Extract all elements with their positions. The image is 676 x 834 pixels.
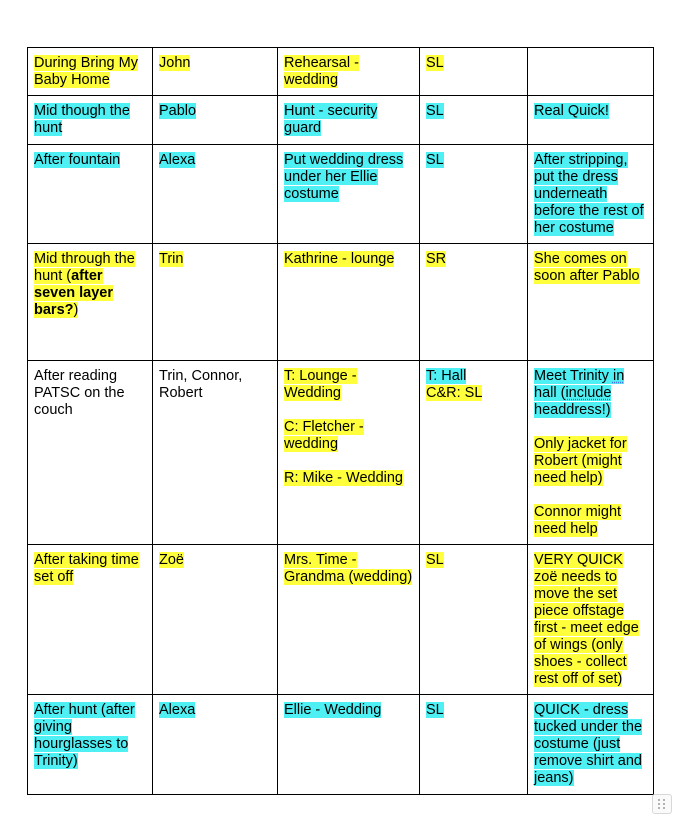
- text-run: after seven layer bars?: [34, 268, 114, 318]
- text-run: Pablo: [159, 103, 197, 119]
- cell-paragraph: [426, 152, 521, 169]
- text-run: Rehearsal - wedding: [284, 55, 359, 88]
- text-run: Alexa: [159, 152, 196, 168]
- table-row: [28, 545, 654, 695]
- cell-paragraph: [426, 251, 521, 268]
- cell-timing[interactable]: [28, 695, 153, 795]
- cell-paragraph: [284, 103, 413, 137]
- cell-paragraph: [284, 702, 413, 719]
- text-run: SL: [426, 152, 444, 168]
- text-run: VERY QUICK zoë needs to move the set piece offstage first - meet edge of wings (only shoes - collect rest off of set): [534, 552, 639, 687]
- text-run: After fountain: [34, 152, 121, 168]
- text-run: SL: [426, 55, 444, 71]
- cell-notes[interactable]: [528, 96, 654, 145]
- cell-paragraph: [284, 55, 413, 89]
- cell-paragraph: [34, 152, 146, 169]
- text-run: SL: [426, 702, 444, 718]
- table-row: [28, 695, 654, 795]
- table-row: [28, 48, 654, 96]
- cell-paragraph: [426, 368, 521, 402]
- cue-table: [27, 47, 654, 795]
- cell-notes[interactable]: [528, 145, 654, 244]
- text-run: Ellie - Wedding: [284, 702, 382, 718]
- cell-timing[interactable]: [28, 545, 153, 695]
- cell-paragraph: [159, 552, 271, 569]
- cell-location[interactable]: [420, 545, 528, 695]
- cell-location[interactable]: [420, 48, 528, 96]
- cell-costume[interactable]: [278, 545, 420, 695]
- cell-paragraph: [534, 504, 647, 538]
- cell-actor[interactable]: [153, 695, 278, 795]
- cell-notes[interactable]: [528, 361, 654, 545]
- cell-paragraph: [534, 103, 647, 120]
- cell-paragraph: [534, 152, 647, 237]
- cell-paragraph: [534, 368, 647, 419]
- cell-paragraph: [534, 702, 647, 787]
- cell-location[interactable]: [420, 244, 528, 361]
- cell-paragraph: [159, 702, 271, 719]
- text-run: Only jacket for Robert (might need help): [534, 436, 627, 486]
- text-run: C&R: SL: [426, 385, 483, 401]
- cell-paragraph: [426, 103, 521, 120]
- text-run: Real Quick!: [534, 103, 609, 119]
- text-run: Hunt - security guard: [284, 103, 378, 136]
- drag-handle-icon[interactable]: [652, 794, 672, 814]
- cell-paragraph: [284, 368, 413, 402]
- cell-timing[interactable]: [28, 96, 153, 145]
- cell-timing[interactable]: [28, 48, 153, 96]
- table-row: [28, 96, 654, 145]
- text-run: hall (: [534, 385, 566, 401]
- cell-location[interactable]: [420, 695, 528, 795]
- cell-notes[interactable]: [528, 244, 654, 361]
- cell-actor[interactable]: [153, 545, 278, 695]
- text-run: SL: [426, 552, 444, 568]
- cell-paragraph: [34, 368, 146, 419]
- text-run: R: Mike - Wedding: [284, 470, 403, 486]
- cell-paragraph: [426, 552, 521, 569]
- table-row: [28, 361, 654, 545]
- cell-timing[interactable]: [28, 361, 153, 545]
- text-run: headdress!): [534, 402, 611, 418]
- cell-actor[interactable]: [153, 48, 278, 96]
- text-run: Zoë: [159, 552, 184, 568]
- cell-paragraph: [34, 55, 146, 89]
- cell-costume[interactable]: [278, 244, 420, 361]
- cell-paragraph: [284, 152, 413, 203]
- cell-notes[interactable]: [528, 545, 654, 695]
- cell-paragraph: [159, 103, 271, 120]
- text-run: Trin: [159, 251, 184, 267]
- cell-costume[interactable]: [278, 695, 420, 795]
- text-run: During Bring My Baby Home: [34, 55, 138, 88]
- text-run: After hunt (after giving hourglasses to Trinity): [34, 702, 135, 769]
- cell-paragraph: [534, 552, 647, 688]
- table-row: [28, 244, 654, 361]
- cell-costume[interactable]: [278, 145, 420, 244]
- text-run: Mid through the hunt (: [34, 251, 135, 284]
- cell-actor[interactable]: [153, 244, 278, 361]
- table-row: [28, 145, 654, 244]
- text-run: Kathrine - lounge: [284, 251, 395, 267]
- cell-paragraph: [284, 552, 413, 586]
- cell-actor[interactable]: [153, 145, 278, 244]
- cell-costume[interactable]: [278, 96, 420, 145]
- cell-paragraph: [284, 470, 413, 487]
- text-run: Trin, Connor, Robert: [159, 368, 243, 401]
- cell-paragraph: [426, 702, 521, 719]
- cell-paragraph: [159, 251, 271, 268]
- cell-paragraph: [34, 702, 146, 770]
- cell-timing[interactable]: [28, 244, 153, 361]
- text-run: ): [73, 302, 79, 318]
- cell-location[interactable]: [420, 96, 528, 145]
- text-run: C: Fletcher - wedding: [284, 419, 364, 452]
- text-run: QUICK - dress tucked under the costume (just remove shirt and jeans): [534, 702, 643, 786]
- text-run: She comes on soon after Pablo: [534, 251, 640, 284]
- text-run: SL: [426, 103, 444, 119]
- cell-paragraph: [159, 152, 271, 169]
- text-run: John: [159, 55, 191, 71]
- cell-paragraph: [159, 55, 271, 72]
- text-run: Mid though the hunt: [34, 103, 130, 136]
- cell-paragraph: [284, 251, 413, 268]
- text-run: After reading PATSC on the couch: [34, 368, 125, 418]
- cell-paragraph: [534, 436, 647, 487]
- cell-location[interactable]: [420, 145, 528, 244]
- text-run: Put wedding dress under her Ellie costume: [284, 152, 404, 202]
- text-run: After stripping, put the dress underneath before the rest of her costume: [534, 152, 644, 236]
- table-body: [28, 48, 654, 795]
- text-run: After taking time set off: [34, 552, 139, 585]
- text-run: Meet Trinity: [534, 368, 613, 384]
- cell-paragraph: [159, 368, 271, 402]
- cell-location[interactable]: [420, 361, 528, 545]
- cell-notes[interactable]: [528, 48, 654, 96]
- cell-actor[interactable]: [153, 96, 278, 145]
- text-run: Alexa: [159, 702, 196, 718]
- cell-paragraph: [34, 552, 146, 586]
- text-run: T: Hall: [426, 368, 467, 384]
- cell-actor[interactable]: [153, 361, 278, 545]
- text-run: Connor might need help: [534, 504, 622, 537]
- cell-paragraph: [284, 419, 413, 453]
- cell-paragraph: [34, 103, 146, 137]
- cell-costume[interactable]: [278, 48, 420, 96]
- cell-costume[interactable]: [278, 361, 420, 545]
- cell-paragraph: [426, 55, 521, 72]
- cell-paragraph: [34, 251, 146, 319]
- cell-timing[interactable]: [28, 145, 153, 244]
- text-run: SR: [426, 251, 447, 267]
- text-run: include: [565, 385, 612, 401]
- cell-notes[interactable]: [528, 695, 654, 795]
- cell-paragraph: [534, 251, 647, 285]
- text-run: T: Lounge - Wedding: [284, 368, 357, 401]
- text-run: in: [612, 368, 625, 384]
- text-run: Mrs. Time - Grandma (wedding): [284, 552, 413, 585]
